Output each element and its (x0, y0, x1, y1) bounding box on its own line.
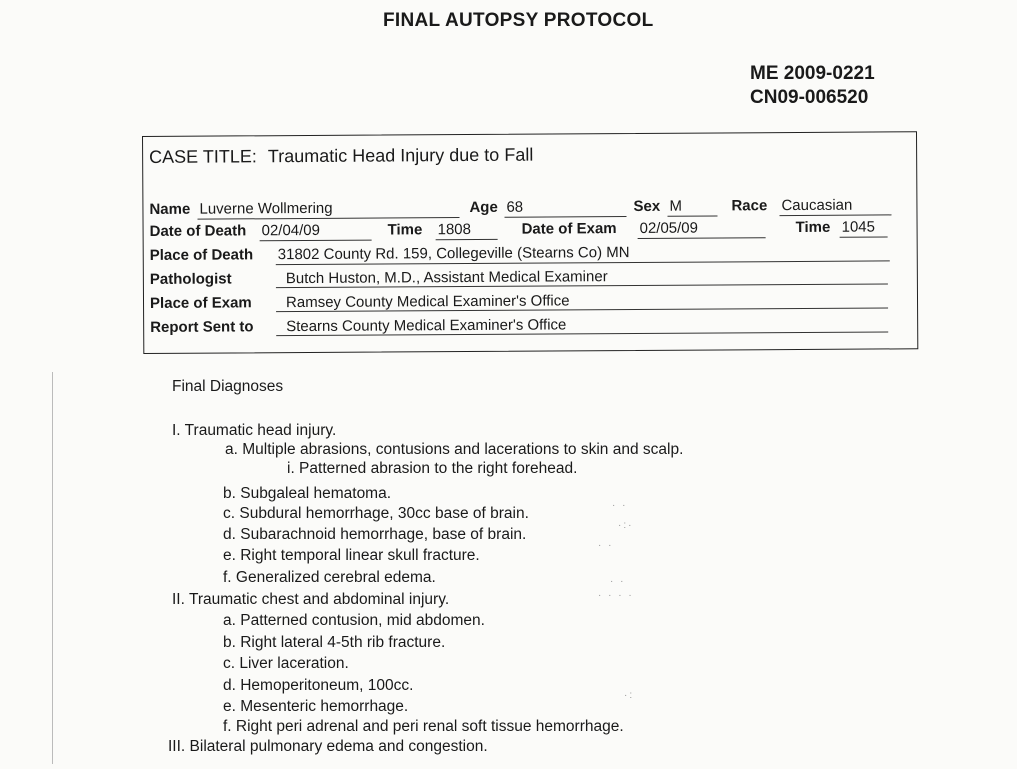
case-title-label: CASE TITLE: (149, 146, 257, 167)
diagnosis-item: e. Mesenteric hemorrhage. (223, 698, 409, 715)
pathologist-label: Pathologist (149, 270, 232, 288)
pathologist-value: Butch Huston, M.D., Assistant Medical Examiner (276, 266, 888, 288)
race-label: Race (731, 197, 768, 215)
place-of-death-label: Place of Death (149, 246, 254, 264)
diagnosis-item: f. Right peri adrenal and peri renal soft tissue hemorrhage. (223, 718, 624, 735)
diagnosis-item: f. Generalized cerebral edema. (223, 569, 436, 586)
scan-speckle: ·: (624, 690, 635, 701)
race-value: Caucasian (779, 196, 891, 216)
date-of-exam-value: 02/05/09 (638, 219, 766, 239)
case-title-value: Traumatic Head Injury due to Fall (267, 144, 534, 167)
scan-speckle: · · (610, 576, 626, 587)
diagnosis-item: II. Traumatic chest and abdominal injury. (172, 591, 450, 608)
diagnosis-item: b. Subgaleal hematoma. (223, 485, 392, 502)
age-label: Age (469, 198, 498, 217)
diagnoses-heading: Final Diagnoses (172, 378, 284, 395)
time-of-exam-label: Time (795, 218, 831, 237)
diagnosis-item: b. Right lateral 4-5th rib fracture. (223, 634, 446, 651)
place-of-exam-value: Ramsey County Medical Examiner's Office (276, 290, 888, 312)
document-title: FINAL AUTOPSY PROTOCOL (383, 10, 654, 31)
name-label: Name (149, 200, 191, 218)
diagnosis-item: c. Subdural hemorrhage, 30cc base of brain. (223, 505, 529, 522)
scan-speckle: · · (612, 500, 628, 511)
date-of-death-label: Date of Death (149, 222, 247, 240)
report-sent-to-label: Report Sent to (150, 318, 254, 336)
diagnosis-item: d. Subarachnoid hemorrhage, base of brain. (223, 526, 527, 543)
sex-value: M (667, 197, 717, 216)
time-of-exam-value: 1045 (840, 218, 888, 237)
time-of-death-value: 1808 (436, 221, 498, 240)
diagnosis-item: a. Multiple abrasions, contusions and lacerations to skin and scalp. (225, 441, 684, 458)
name-value: Luverne Wollmering (197, 199, 459, 220)
place-of-death-value: 31802 County Rd. 159, Collegeville (Stearns Co) MN (276, 242, 890, 265)
diagnosis-item: III. Bilateral pulmonary edema and congestion. (168, 738, 488, 755)
date-of-exam-label: Date of Exam (521, 220, 617, 238)
diagnosis-item: a. Patterned contusion, mid abdomen. (223, 612, 485, 629)
place-of-exam-label: Place of Exam (149, 294, 252, 312)
time-of-death-label: Time (387, 221, 423, 239)
report-sent-to-value: Stearns County Medical Examiner's Office (276, 314, 888, 336)
scan-speckle: ·:· (618, 520, 634, 531)
age-value: 68 (504, 198, 626, 218)
sex-label: Sex (633, 197, 661, 215)
diagnosis-item: i. Patterned abrasion to the right forehead. (287, 460, 578, 477)
scan-speckle: · · (598, 540, 614, 551)
diagnosis-item: d. Hemoperitoneum, 100cc. (223, 677, 414, 694)
date-of-death-value: 02/04/09 (260, 222, 372, 242)
diagnosis-item: e. Right temporal linear skull fracture. (223, 547, 480, 564)
scan-speckle: · · · · (598, 590, 634, 601)
me-number: ME 2009-0221 (750, 63, 875, 84)
diagnosis-item: c. Liver laceration. (223, 655, 349, 672)
cn-number: CN09-006520 (750, 87, 869, 108)
diagnosis-item: I. Traumatic head injury. (172, 422, 337, 439)
